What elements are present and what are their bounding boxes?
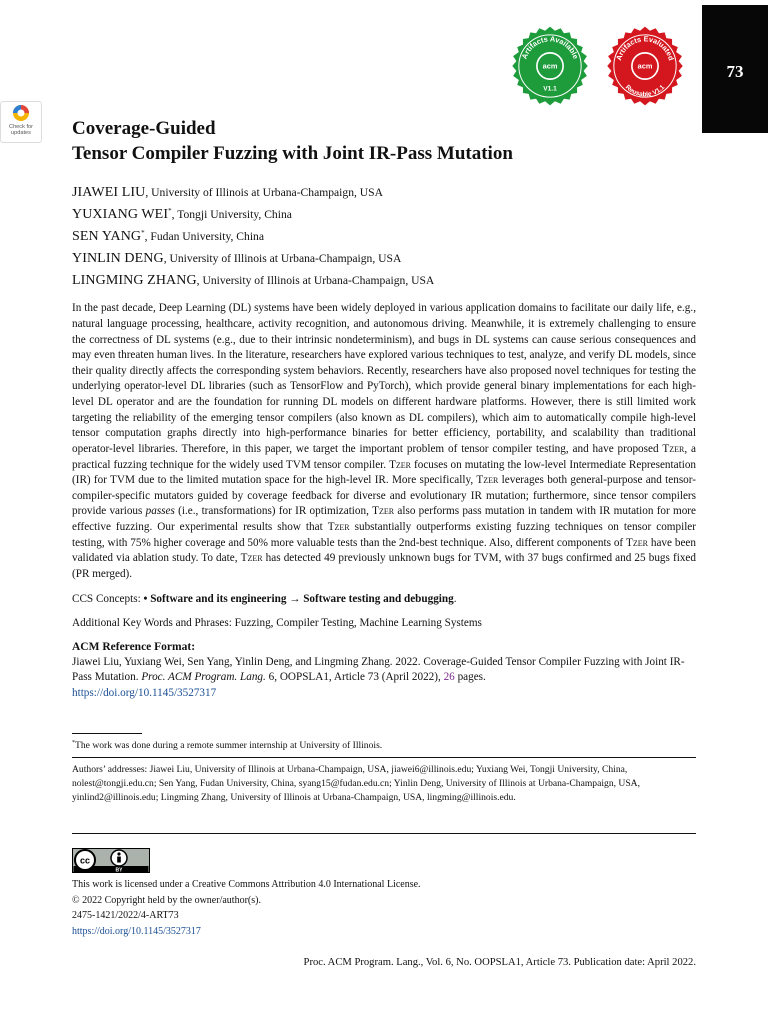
check-for-updates-button[interactable]	[0, 101, 42, 143]
reference-format: Jiawei Liu, Yuxiang Wei, Sen Yang, Yinlin Deng, and Lingming Zhang. 2022. Coverage-Guided Tensor Compiler Fuzzing with Joint IR-Pass Mutation. Proc. ACM Program. Lang. 6, OOPSLA1, Article 73 (April 2022), 26 pages. https://doi.org/10.1145/3527317	[72, 655, 685, 699]
abstract: In the past decade, Deep Learning (DL) systems have been widely deployed in various application domains to facilitate our daily life, e.g., natural language processing, healthcare, activity recognition, and autonomous driving. Meanwhile, it is extremely challenging to ensure the correctness of DL systems (e.g., due to their intrinsic nondeterminism), and bugs in DL systems can cause serious consequences and may even threaten human lives. In the literature, researchers have explored various techniques to test, analyze, and verify DL models, since their quality directly affects the corresponding system behaviors. Recently, researchers have also proposed novel techniques for testing the underlying operator-level DL libraries (such as TensorFlow and PyTorch), which provide general binary implementations for each high-level DL operator and are the foundation for running DL models on different hardware platforms. However, there is still limited work targeting the reliability of the emerging tensor compilers (also known as DL compilers), which aim to automatically compile high-level tensor computation graphs directly into high-performance binaries for better efficiency, portability, and scalability than traditional operator-level libraries. Therefore, in this paper, we target the important problem of tensor compiler testing, and have proposed Tzer, a practical fuzzing technique for the widely used TVM tensor compiler. Tzer focuses on mutating the low-level Intermediate Representation (IR) for TVM due to the limited mutation space for the high-level IR. More specifically, Tzer leverages both general-purpose and tensor-compiler-specific mutators guided by coverage feedback for diverse and evolutionary IR mutation; furthermore, since tensor compilers provide various passes (i.e., transformations) for IR optimization, Tzer also performs pass mutation in tandem with IR mutation for more effective fuzzing. Our experimental results show that Tzer substantially outperforms existing fuzzing techniques on tensor compiler testing, with 75% higher coverage and 50% more valuable tests than the 2nd-best technique. Also, different components of Tzer have been validated via ablation study. To date, Tzer has detected 49 previously unknown bugs for TVM, with 37 bugs confirmed and 25 bugs fixed (PR merged).	[72, 302, 697, 580]
cc-by-text: BY	[115, 867, 123, 873]
license-divider	[72, 833, 696, 834]
badge-available-version: V1.1	[543, 85, 557, 93]
author-name: YUXIANG WEI	[72, 206, 169, 222]
paper-title-line2: Tensor Compiler Fuzzing with Joint IR-Pass Mutation	[72, 143, 513, 164]
author-affiliation: , Tongji University, China	[171, 207, 292, 221]
author-affiliation: , University of Illinois at Urbana-Champaign, USA	[163, 252, 402, 266]
author-name: JIAWEI LIU	[72, 184, 146, 200]
check-updates-line2: updates	[11, 130, 31, 136]
journal-name: Proc. ACM Program. Lang.	[141, 671, 266, 684]
addresses-divider	[72, 757, 696, 758]
paper-title	[72, 116, 696, 166]
license-doi-link[interactable]: https://doi.org/10.1145/3527317	[72, 925, 201, 937]
passes-term: passes	[145, 505, 175, 518]
ccs-concept: • Software and its engineering → Software testing and debugging	[143, 592, 454, 605]
creative-commons-by-icon[interactable]	[72, 848, 150, 873]
artifacts-evaluated-badge-icon	[604, 25, 686, 107]
artifacts-available-badge-icon	[509, 25, 591, 107]
doi-link[interactable]: https://doi.org/10.1145/3527317	[72, 686, 217, 699]
author-entry	[72, 180, 696, 202]
reference-heading: ACM Reference Format:	[72, 640, 196, 653]
badge-evaluated-logo: acm	[637, 61, 653, 71]
license-statement: This work is licensed under a Creative Commons Attribution 4.0 International License.	[72, 879, 421, 890]
page-count-link[interactable]: 26	[443, 671, 455, 684]
author-affiliation: , University of Illinois at Urbana-Champaign, USA	[196, 274, 435, 288]
author-name: LINGMING ZHANG	[72, 273, 197, 289]
footnote-divider	[72, 733, 142, 734]
cc-text: cc	[79, 855, 91, 866]
author-entry	[72, 268, 696, 290]
copyright-line: © 2022 Copyright held by the owner/author(s).	[72, 894, 261, 906]
paper-title-line1: Coverage-Guided	[72, 118, 216, 139]
author-name: SEN YANG	[72, 228, 142, 244]
author-entry	[72, 224, 696, 246]
running-footer: Proc. ACM Program. Lang., Vol. 6, No. OOPSLA1, Article 73. Publication date: April 2022.	[303, 957, 696, 968]
author-name: YINLIN DENG	[72, 251, 164, 267]
author-entry	[72, 202, 696, 224]
issn-line: 2475-1421/2022/4-ART73	[72, 910, 179, 921]
badge-available-logo: acm	[542, 61, 558, 71]
author-list	[72, 180, 696, 290]
authors-addresses: Authors’ addresses: Jiawei Liu, University of Illinois at Urbana-Champaign, USA, jiawei6@illinois.edu; Yuxiang Wei, Tongji University, China, nolest@tongji.edu.cn; Sen Yang, Fudan University, China, syang15@fudan.edu.cn; Yinlin Deng, University of Illinois at Urbana-Champaign, USA, yinlind2@illinois.edu; Lingming Zhang, University of Illinois at Urbana-Champaign, USA, lingming@illinois.edu.	[72, 764, 640, 803]
keywords: Additional Key Words and Phrases: Fuzzing, Compiler Testing, Machine Learning Systems	[72, 617, 482, 630]
author-entry	[72, 246, 696, 268]
paper-front-matter	[72, 116, 696, 701]
badge-evaluated-title: Artifacts Evaluated	[614, 34, 676, 62]
page-number-tab	[702, 5, 768, 133]
author-affiliation: , Fudan University, China	[144, 229, 264, 243]
author-mark: *	[141, 229, 145, 238]
footnote: *The work was done during a remote summer internship at University of Illinois.	[72, 740, 383, 752]
ccs-concepts: CCS Concepts: • Software and its engineering → Software testing and debugging.	[72, 592, 457, 605]
badge-evaluated-version: Reusable V1.1	[623, 83, 667, 99]
author-mark: *	[168, 207, 172, 216]
author-affiliation: , University of Illinois at Urbana-Champaign, USA	[145, 185, 383, 199]
badge-available-title: Artifacts Available	[519, 34, 581, 61]
ccs-label: CCS Concepts:	[72, 592, 144, 605]
check-updates-line1: Check for	[9, 124, 33, 130]
tzer-name: Tzer	[662, 442, 685, 455]
license-block	[72, 877, 696, 939]
page-number: 73	[726, 62, 744, 81]
check-updates-icon	[1, 102, 41, 124]
